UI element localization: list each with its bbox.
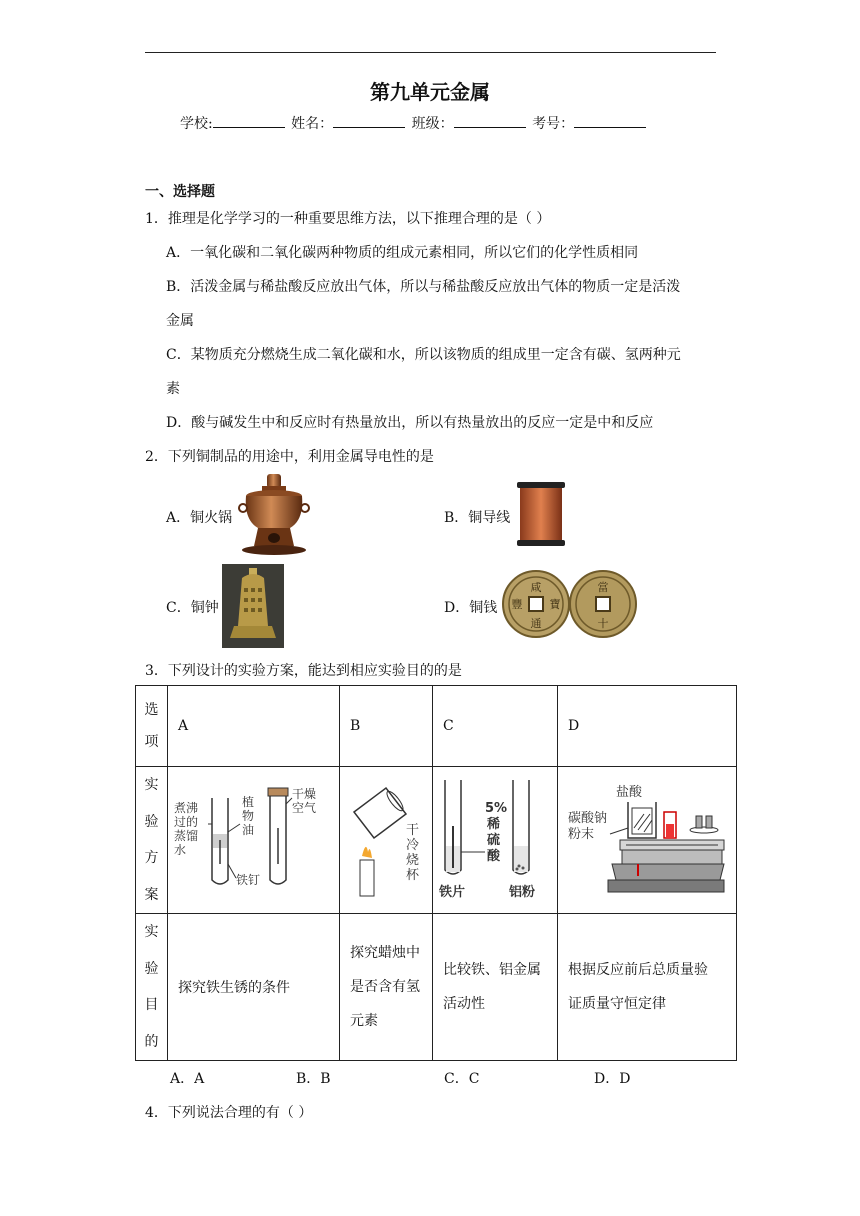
label-acid-3: 酸 bbox=[487, 849, 501, 864]
copper-bell-image bbox=[222, 564, 284, 648]
label-acid-1: 稀 bbox=[487, 817, 501, 832]
label-aluminum-powder: 铝粉 bbox=[509, 885, 536, 900]
q1-option-b: B．活泼金属与稀盐酸反应放出气体，所以与稀盐酸反应放出气体的物质一定是活泼 bbox=[166, 279, 681, 295]
scheme-b-cell bbox=[340, 767, 433, 914]
copper-wire-spool-image bbox=[516, 482, 566, 546]
q1-option-d: D．酸与碱发生中和反应时有热量放出，所以有热量放出的反应一定是中和反应 bbox=[166, 415, 654, 431]
row-header-purpose: 实 验 目 的 bbox=[136, 914, 168, 1061]
label-hydrochloric-acid: 盐酸 bbox=[616, 785, 643, 800]
exam-number-label: 考号： bbox=[532, 116, 575, 132]
section-title: 一、选择题 bbox=[145, 184, 215, 200]
school-blank[interactable] bbox=[213, 115, 285, 128]
label-boiled-4: 水 bbox=[174, 843, 187, 857]
label-boiled-2: 过的 bbox=[174, 815, 199, 829]
purpose-c-line-1: 比较铁、铝金属 bbox=[443, 962, 541, 978]
scheme-d-cell bbox=[558, 767, 737, 914]
purpose-b-line-2: 是否含有氢 bbox=[350, 979, 420, 995]
row-header-option: 选 项 bbox=[136, 686, 168, 767]
col-header-a: A bbox=[168, 686, 340, 767]
q2-option-c: C．铜钟 bbox=[166, 600, 219, 616]
q3-choice-b[interactable]: B．B bbox=[296, 1071, 331, 1087]
q3-stem: 3．下列设计的实验方案，能达到相应实验目的的是 bbox=[145, 663, 462, 679]
purpose-b-line-1: 探究蜡烛中 bbox=[350, 945, 420, 961]
name-blank[interactable] bbox=[333, 115, 405, 128]
label-iron-sheet: 铁片 bbox=[439, 885, 466, 900]
table-row-options bbox=[136, 686, 737, 767]
purpose-b-line-3: 元素 bbox=[350, 1013, 378, 1029]
purpose-d-line-1: 根据反应前后总质量验 bbox=[568, 962, 708, 978]
q2-stem: 2．下列铜制品的用途中，利用金属导电性的是 bbox=[145, 449, 434, 465]
q2-option-b: B．铜导线 bbox=[444, 510, 511, 526]
school-label: 学校: bbox=[180, 116, 213, 132]
label-boiled: 煮沸 bbox=[174, 801, 199, 815]
q1-option-b-cont: 金属 bbox=[166, 313, 194, 329]
purpose-c-line-2: 活动性 bbox=[443, 996, 485, 1012]
purpose-a: 探究铁生锈的条件 bbox=[168, 914, 340, 1061]
candle-cup-diagram bbox=[340, 768, 422, 908]
label-oil-3: 油 bbox=[242, 823, 255, 837]
q1-option-c-cont: 素 bbox=[166, 381, 180, 397]
q1-option-a: A．一氧化碳和二氧化碳两种物质的组成元素相同，所以它们的化学性质相同 bbox=[166, 245, 639, 261]
q2-option-a: A．铜火锅 bbox=[166, 510, 233, 526]
scheme-c-cell bbox=[433, 767, 558, 914]
purpose-c bbox=[433, 914, 558, 1061]
label-dry-cold-3: 烧 bbox=[406, 853, 420, 868]
row-header-scheme: 实 验 方 案 bbox=[136, 767, 168, 914]
label-sodium-carbonate: 碳酸钠 bbox=[568, 811, 608, 826]
q3-choice-d[interactable]: D．D bbox=[594, 1071, 631, 1087]
scheme-a-cell bbox=[168, 767, 340, 914]
label-boiled-3: 蒸馏 bbox=[174, 829, 199, 843]
label-dry-cold: 干 bbox=[406, 823, 420, 838]
coin1-char-left: 豐 bbox=[511, 598, 523, 611]
coin2-char-bottom: 十 bbox=[597, 617, 609, 630]
purpose-b bbox=[340, 914, 433, 1061]
rust-experiment-diagram bbox=[168, 768, 328, 908]
label-nail: 铁钉 bbox=[236, 873, 261, 887]
coin1-char-top: 咸 bbox=[530, 581, 542, 594]
class-label: 班级： bbox=[411, 116, 454, 132]
label-dry-cold-4: 杯 bbox=[406, 868, 420, 883]
header-rule bbox=[145, 52, 716, 53]
experiment-table bbox=[135, 685, 737, 1061]
col-header-c: C bbox=[433, 686, 558, 767]
label-dry-air: 干燥 bbox=[292, 787, 317, 801]
label-powder: 粉末 bbox=[568, 827, 595, 842]
label-acid-2: 硫 bbox=[487, 833, 501, 848]
q4-stem: 4．下列说法合理的有（ ） bbox=[145, 1105, 313, 1121]
table-row-schemes bbox=[136, 767, 737, 914]
label-dry-cold-2: 冷 bbox=[406, 838, 420, 853]
q1-option-c: C．某物质充分燃烧生成二氧化碳和水，所以该物质的组成里一定含有碳、氢两种元 bbox=[166, 347, 681, 363]
exam-number-blank[interactable] bbox=[574, 115, 646, 128]
col-header-b: B bbox=[340, 686, 433, 767]
copper-coins-image bbox=[502, 570, 638, 638]
name-label: 姓名： bbox=[291, 116, 334, 132]
q3-choice-c[interactable]: C．C bbox=[444, 1071, 480, 1087]
purpose-d bbox=[558, 914, 737, 1061]
student-info-line bbox=[180, 113, 648, 133]
label-oil: 植 bbox=[242, 795, 255, 809]
col-header-d: D bbox=[558, 686, 737, 767]
q1-stem: 1．推理是化学学习的一种重要思维方法，以下推理合理的是（ ） bbox=[145, 211, 551, 227]
purpose-d-line-2: 证质量守恒定律 bbox=[568, 996, 666, 1012]
q2-option-d: D．铜钱 bbox=[444, 600, 498, 616]
label-oil-2: 物 bbox=[242, 809, 255, 823]
q3-choice-a[interactable]: A．A bbox=[170, 1071, 205, 1087]
coin1-char-bottom: 通 bbox=[530, 617, 542, 630]
label-dry-air-2: 空气 bbox=[292, 801, 317, 815]
label-five-percent: 5% bbox=[485, 801, 508, 816]
class-blank[interactable] bbox=[454, 115, 526, 128]
metal-activity-diagram bbox=[433, 768, 547, 908]
coin1-char-right: 寶 bbox=[549, 598, 561, 611]
mass-conservation-diagram bbox=[558, 768, 726, 908]
page-title: 第九单元金属 bbox=[370, 80, 490, 104]
table-row-purposes bbox=[136, 914, 737, 1061]
copper-hotpot-image bbox=[238, 472, 310, 556]
coin2-char-top: 當 bbox=[597, 581, 609, 594]
